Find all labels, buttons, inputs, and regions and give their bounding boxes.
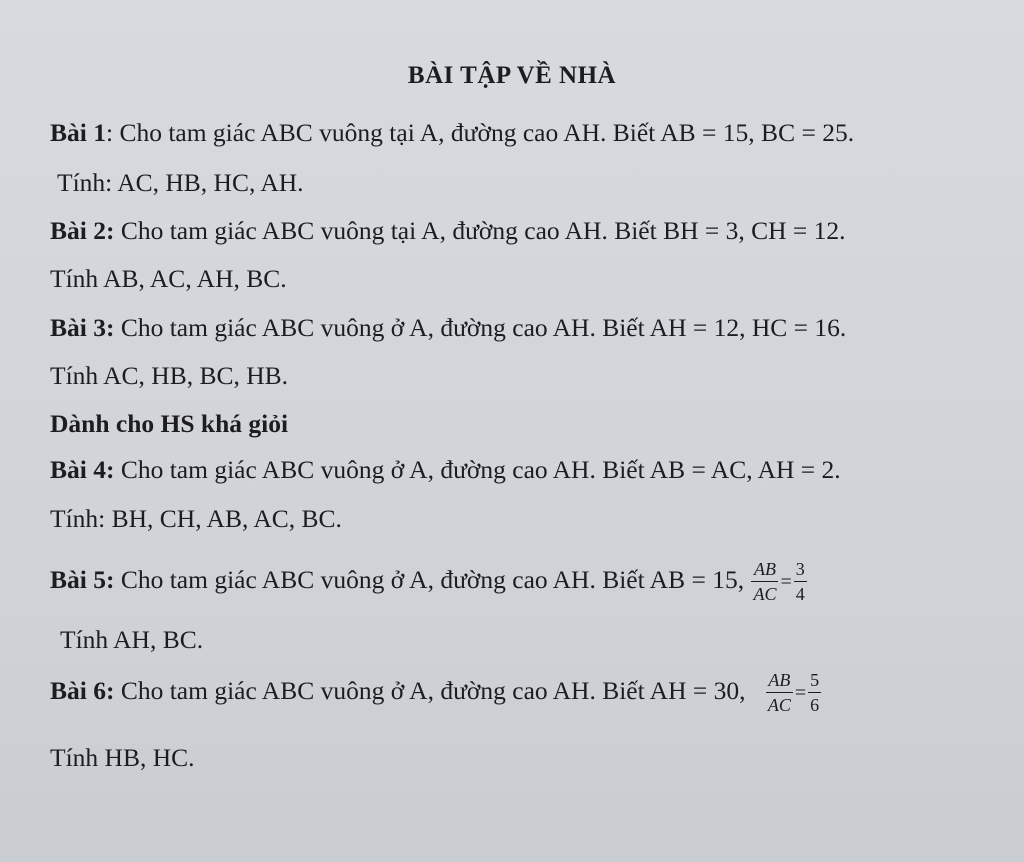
exercise-5-question: Tính AH, BC. (60, 625, 204, 654)
exercise-3-text: Cho tam giác ABC vuông ở A, đường cao AH. Biết AH = 12, HC = 16. (114, 313, 847, 342)
exercise-1-question: Tính: AC, HB, HC, AH. (57, 168, 304, 197)
exercise-2-text: Cho tam giác ABC vuông tại A, đường cao AH. Biết BH = 3, CH = 12. (114, 216, 846, 245)
exercise-6-ratio-denominator: AC (767, 694, 791, 715)
exercise-6-text: Cho tam giác ABC vuông ở A, đường cao AH. Biết AH = 30, (114, 675, 752, 705)
advanced-section-label: Dành cho HS khá giỏi (50, 409, 289, 438)
exercise-1-text: Cho tam giác ABC vuông tại A, đường cao AH. Biết AB = 15, BC = 25. (113, 118, 855, 147)
exercise-5-ratio-denominator: AC (753, 583, 777, 604)
exercise-6-ratio-numerator: AB (766, 671, 793, 693)
exercise-2-statement (50, 216, 846, 247)
exercise-1-label: Bài 1 (50, 118, 106, 147)
exercise-5-value-denominator: 4 (795, 583, 805, 604)
exercise-6-question: Tính HB, HC. (50, 743, 195, 772)
exercise-4-question: Tính: BH, CH, AB, AC, BC. (50, 504, 342, 533)
exercise-5-equals-sign: = (780, 570, 792, 593)
exercise-6-equals-sign: = (794, 681, 807, 704)
exercise-4-statement (50, 455, 841, 486)
exercise-5-text: Cho tam giác ABC vuông ở A, đường cao AH. Biết AB = 15, (114, 564, 751, 594)
exercise-4-text: Cho tam giác ABC vuông ở A, đường cao AH. Biết AB = AC, AH = 2. (114, 455, 841, 484)
exercise-6-value-fraction (808, 671, 821, 715)
exercise-2-label: Bài 2: (50, 216, 115, 245)
exercise-1-colon: : (105, 118, 114, 147)
page-title: BÀI TẬP VỀ NHÀ (407, 62, 617, 89)
exercise-5-value-fraction (794, 560, 807, 604)
exercise-5-ratio-fraction (751, 560, 778, 604)
exercise-5-value-numerator: 3 (794, 560, 807, 582)
advanced-section-heading (50, 409, 288, 440)
exercise-2-question: Tính AB, AC, AH, BC. (50, 264, 287, 293)
exercise-3-question: Tính AC, HB, BC, HB. (50, 361, 289, 390)
exercise-6-ratio-fraction (766, 671, 793, 715)
exercise-4-label: Bài 4: (50, 455, 115, 484)
exercise-1-statement (50, 118, 854, 149)
exercise-3-label: Bài 3: (50, 313, 115, 342)
exercise-6-value-denominator: 6 (810, 694, 820, 715)
exercise-5-statement (50, 560, 808, 604)
exercise-6-value-numerator: 5 (808, 671, 821, 693)
exercise-6-statement (50, 671, 822, 715)
exercise-5-ratio-numerator: AB (751, 560, 778, 582)
exercise-3-statement (50, 313, 846, 344)
exercise-6-label: Bài 6: (50, 675, 115, 705)
exercise-5-label: Bài 5: (50, 564, 115, 594)
